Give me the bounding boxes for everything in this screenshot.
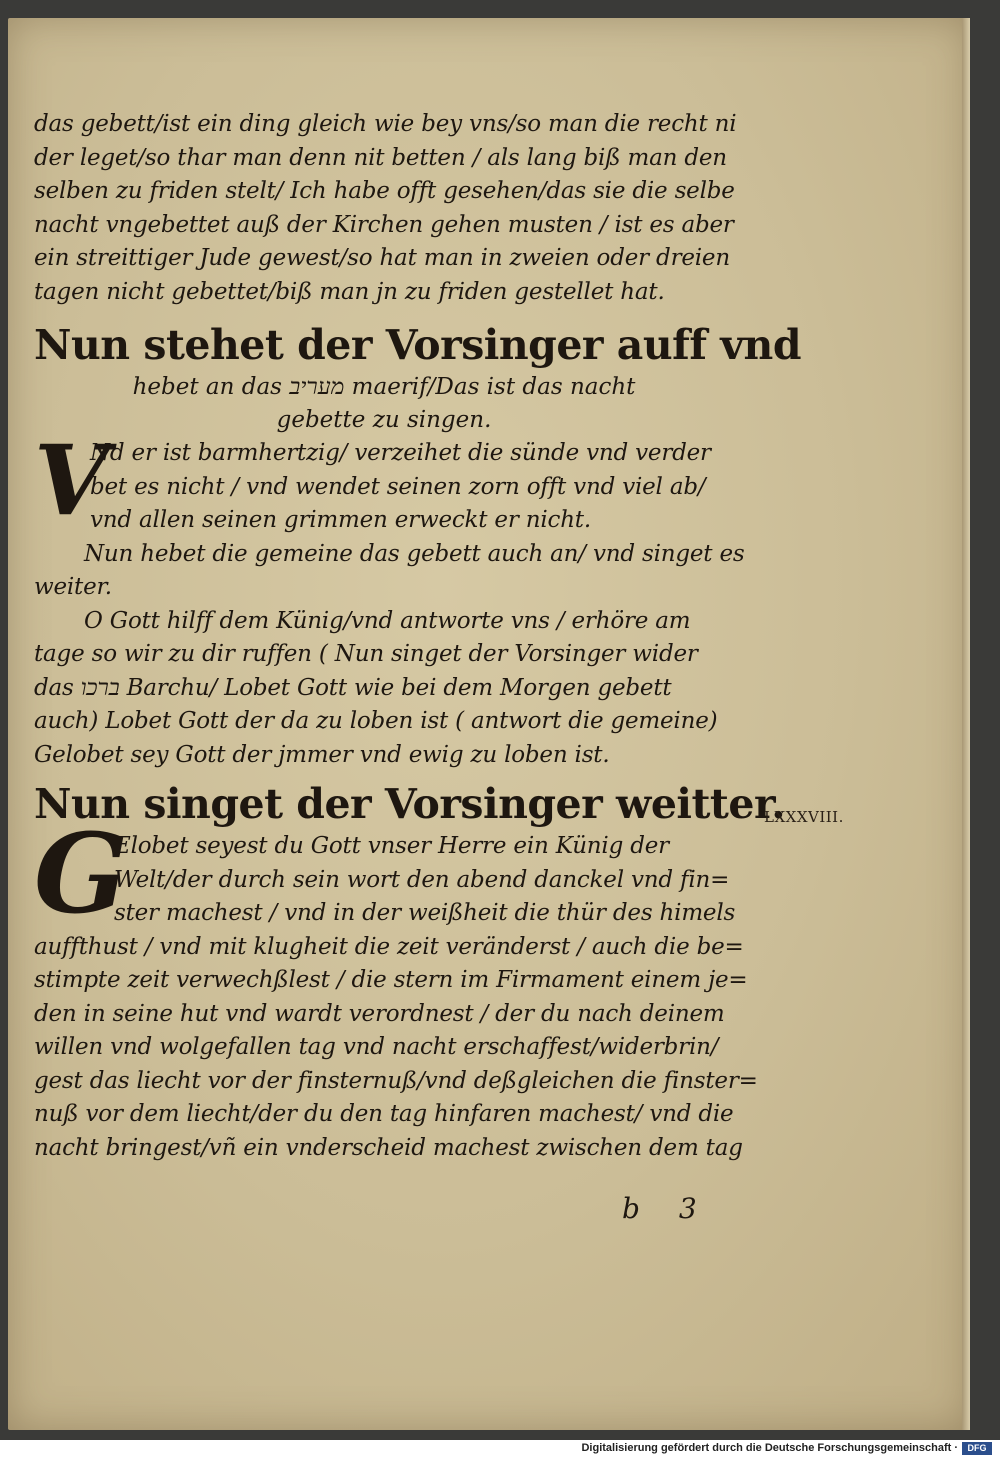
section-subheading: hebet an das מעריב maerif/Das ist das nacht	[132, 374, 636, 400]
footer-bar	[0, 1440, 1000, 1459]
paragraph-with-initial	[34, 809, 764, 938]
text-line: nacht bringest/vñ ein vnderscheid machest zwischen dem tag	[34, 1134, 743, 1161]
paragraph-continuation	[34, 931, 764, 1166]
text-line: Nd er ist barmhertzig/ verzeihet die sünde vnd verder	[90, 440, 711, 466]
text-line: ster machest / vnd in der weißheit die thür des himels	[114, 900, 736, 926]
text-line: auch) Lobet Gott der da zu loben ist ( antwort die gemeine)	[34, 708, 718, 734]
dfg-logo-icon: DFG	[962, 1442, 992, 1455]
page-edge	[962, 18, 970, 1430]
text-line: nacht vngebettet auß der Kirchen gehen musten / ist es aber	[34, 211, 734, 238]
footer-credit: Digitalisierung gefördert durch die Deutsche Forschungsgemeinschaft ·	[581, 1442, 958, 1454]
text-line: den in seine hut vnd wardt verordnest / der du nach deinem	[34, 1000, 725, 1027]
text-line: tage so wir zu dir ruffen ( Nun singet der Vorsinger wider	[34, 641, 698, 667]
paragraph-with-initial	[34, 424, 764, 538]
text-line: ein streittiger Jude gewest/so hat man in zweien oder dreien	[34, 245, 730, 271]
folio-number: LXXXVIII.	[764, 808, 844, 826]
section-heading: Nun singet der Vorsinger weitter.	[34, 780, 786, 828]
text-line: O Gott hilff dem Künig/vnd antworte vns / erhöre am	[84, 607, 691, 634]
text-line: bet es nicht / vnd wendet seinen zorn offt vnd viel ab/	[90, 473, 706, 500]
text-line: stimpte zeit verwechßlest / die stern im Firmament einem je=	[34, 967, 748, 993]
text-line: Gelobet sey Gott der jmmer vnd ewig zu loben ist.	[34, 741, 610, 768]
text-line: vnd allen seinen grimmen erweckt er nicht.	[90, 507, 591, 533]
text-line: auffthust / vnd mit klugheit die zeit veränderst / auch die be=	[34, 933, 744, 960]
page-text	[34, 108, 802, 1165]
paragraph	[34, 538, 764, 605]
text-line: gest das liecht vor der finsternuß/vnd deßgleichen die finster=	[34, 1067, 758, 1094]
text-line: tagen nicht gebettet/biß man jn zu friden gestellet hat.	[34, 278, 665, 305]
text-line: nuß vor dem liecht/der du den tag hinfaren machest/ vnd die	[34, 1101, 734, 1127]
drop-cap-initial: V	[34, 424, 109, 537]
text-line: selben zu friden stelt/ Ich habe offt gesehen/das sie die selbe	[34, 178, 735, 204]
section-subheading: gebette zu singen.	[276, 407, 492, 433]
text-line: das ברכו Barchu/ Lobet Gott wie bei dem Morgen gebett	[34, 674, 672, 701]
section-heading: Nun stehet der Vorsinger auff vnd	[34, 321, 802, 369]
text-line: willen vnd wolgefallen tag vnd nacht erschaffest/widerbrin/	[34, 1034, 719, 1060]
paragraph	[34, 605, 764, 773]
signature-mark: b 3	[622, 1192, 697, 1225]
top-paragraph	[34, 108, 764, 309]
text-line: Elobet seyest du Gott vnser Herre ein Künig der	[114, 833, 669, 859]
text-line: der leget/so thar man denn nit betten / als lang biß man den	[34, 144, 727, 171]
text-line: Nun hebet die gemeine das gebett auch an/ vnd singet es	[84, 540, 745, 567]
text-line: weiter.	[34, 574, 112, 600]
drop-cap-initial: G	[34, 809, 128, 938]
text-line: Welt/der durch sein wort den abend danckel vnd fin=	[114, 866, 730, 893]
text-line: das gebett/ist ein ding gleich wie bey vns/so man die recht ni	[34, 111, 737, 137]
